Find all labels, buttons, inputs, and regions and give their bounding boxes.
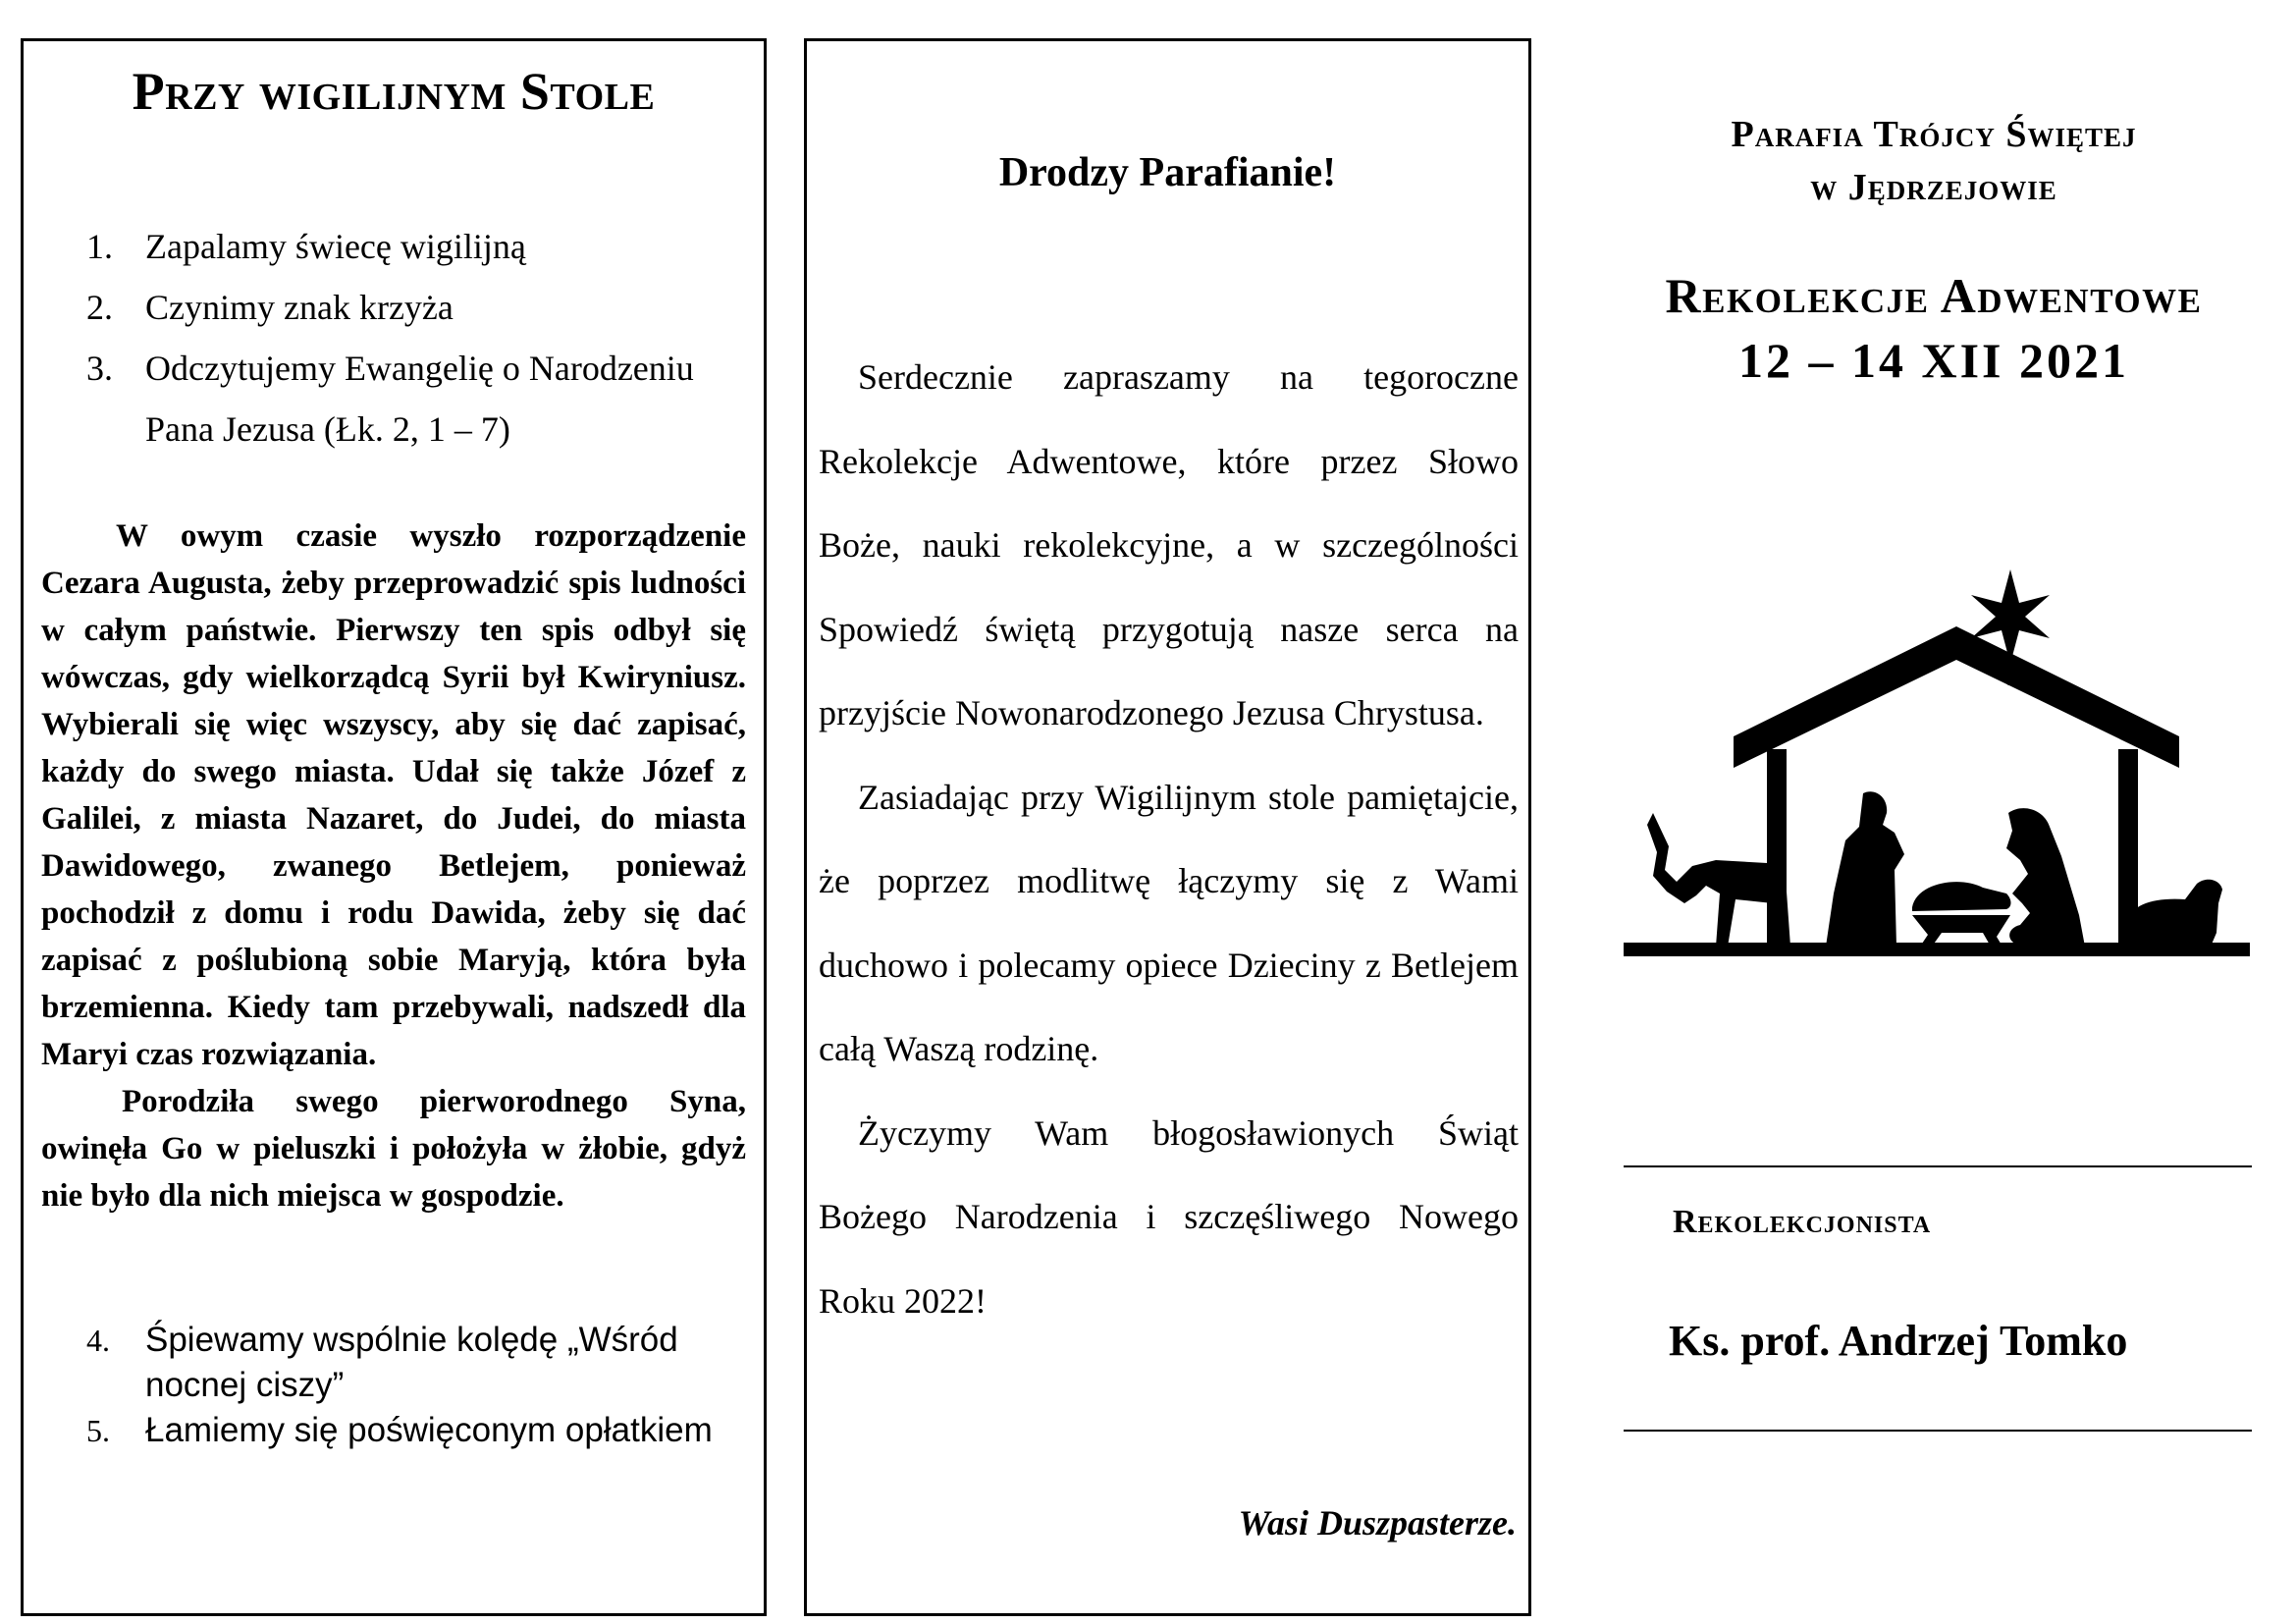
step-number: 5. xyxy=(86,1413,110,1448)
retreat-title: Rekolekcje Adwentowe xyxy=(1665,268,2203,323)
nativity-silhouette-icon xyxy=(1618,569,2256,962)
parish-name xyxy=(1610,108,2258,214)
steps-list-top xyxy=(86,216,744,460)
mary-silhouette xyxy=(2006,808,2085,947)
joseph-silhouette xyxy=(1826,791,1904,947)
list-item xyxy=(86,216,744,277)
steps-list-bottom xyxy=(86,1318,744,1453)
divider-bottom xyxy=(1624,1430,2252,1432)
step-number: 4. xyxy=(86,1323,110,1358)
list-item xyxy=(86,1318,744,1408)
preacher-label: Rekolekcjonista xyxy=(1673,1204,1932,1240)
stable-roof xyxy=(1734,626,2179,768)
gospel-paragraph-1: W owym czasie wyszło rozporządzenie Cezara Augusta, żeby przeprowadzić spis ludności w całym państwie. Pierwszy ten spis odbył się wówczas, gdy wielkorządcą Syrii był Kwiryniusz. Wybierali się więc wszyscy, aby się dać zapisać, każdy do swego miasta. Udał się także Józef z Galilei, z miasta Nazaret, do Judei, do miasta Dawidowego, zwanego Betlejem, ponieważ pochodził z domu i rodu Dawida, żeby się dać zapisać z poślubioną sobie Maryją, która była brzemienna. Kiedy tam przebywali, nadszedł dla Maryi czas rozwiązania. xyxy=(41,518,746,1072)
left-panel xyxy=(21,38,767,1616)
letter-paragraph-2: Zasiadając przy Wigilijnym stole pamiętajcie, że poprzez modlitwę łączymy się z Wami duchowo i polecamy opiece Dzieciny z Betlejem całą Waszą rodzinę. xyxy=(819,777,1519,1068)
left-title: Przy wigilijnym Stole xyxy=(132,62,656,121)
step-number: 2. xyxy=(86,288,113,327)
sheep-silhouette xyxy=(2127,880,2222,947)
signature: Wasi Duszpasterze. xyxy=(1238,1503,1517,1543)
retreat-title-block xyxy=(1610,263,2258,393)
step-text: Odczytujemy Ewangelię o Narodzeniu Pana Jezusa (Łk. 2, 1 – 7) xyxy=(145,349,694,449)
greeting-heading: Drodzy Parafianie! xyxy=(998,150,1337,195)
parish-line-2: w Jędrzejowie xyxy=(1810,167,2057,208)
parish-line-1: Parafia Trójcy Świętej xyxy=(1731,114,2137,155)
middle-panel xyxy=(804,38,1531,1616)
preacher-name: Ks. prof. Andrzej Tomko xyxy=(1669,1317,2128,1365)
step-text: Zapalamy świecę wigilijną xyxy=(145,227,526,266)
gospel-text xyxy=(41,513,746,1219)
manger-silhouette xyxy=(1912,882,2011,947)
divider-top xyxy=(1624,1165,2252,1167)
retreat-dates: 12 – 14 XII 2021 xyxy=(1737,333,2130,388)
list-item xyxy=(86,277,744,338)
step-text: Śpiewamy wspólnie kolędę „Wśród nocnej ciszy” xyxy=(145,1321,678,1404)
step-text: Łamiemy się poświęconym opłatkiem xyxy=(145,1411,713,1449)
list-item xyxy=(86,1408,744,1453)
letter-body xyxy=(819,336,1519,1343)
letter-paragraph-1: Serdecznie zapraszamy na tegoroczne Rekolekcje Adwentowe, które przez Słowo Boże, nauki rekolekcyjne, a w szczególności Spowiedź świętą przygotują nasze serca na przyjście Nowonarodzonego Jezusa Chrystusa. xyxy=(819,357,1519,732)
list-item xyxy=(86,338,744,460)
step-text: Czynimy znak krzyża xyxy=(145,288,454,327)
gospel-paragraph-2: Porodziła swego pierworodnego Syna, owinęła Go w pieluszki i położyła w żłobie, gdyż nie było dla nich miejsca w gospodzie. xyxy=(41,1084,746,1214)
step-number: 3. xyxy=(86,349,113,388)
letter-paragraph-3: Życzymy Wam błogosławionych Świąt Bożego Narodzenia i szczęśliwego Nowego Roku 2022! xyxy=(819,1112,1519,1321)
step-number: 1. xyxy=(86,227,113,266)
